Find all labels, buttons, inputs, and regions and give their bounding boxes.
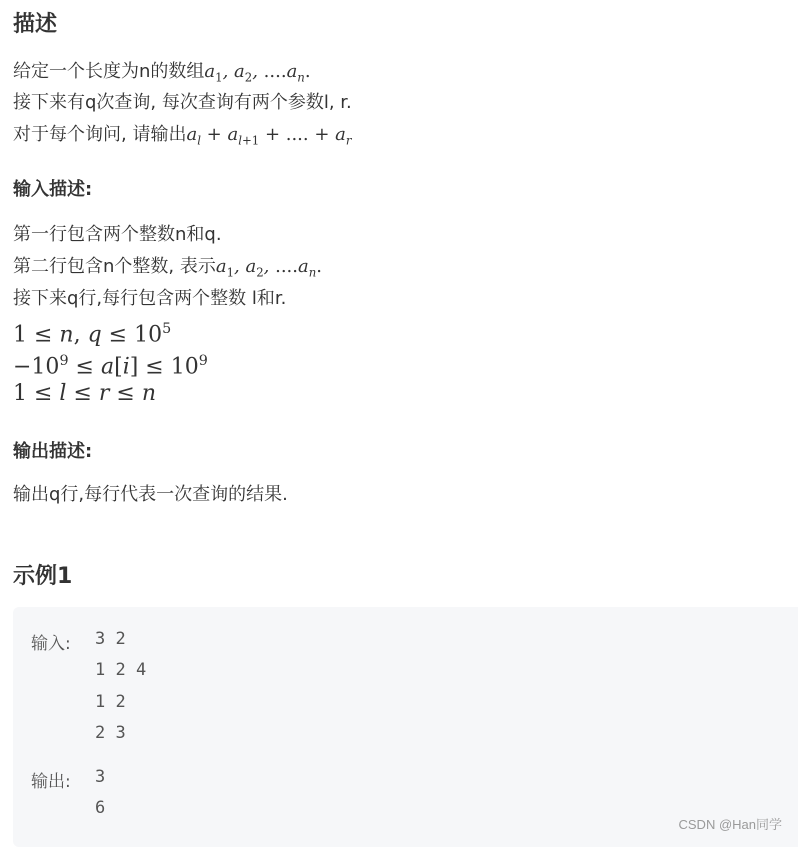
constraint-l-r: 1 ≤ l ≤ r ≤ n [13,381,157,406]
input-desc-line-3: 接下来q行,每行包含两个整数 l和r. [13,288,287,309]
example-output-label: 输出: [31,772,71,792]
example-input-line: 2 3 [95,723,126,743]
input-desc-array-math: $a_1$, $a_2$, $....a_n$. [215,256,322,280]
description-heading: 描述 [13,12,58,37]
example-input-line: 1 2 [95,692,126,712]
description-line-1-text: 给定一个长度为n的数组 [13,61,205,82]
description-line-1 [13,58,311,92]
description-sum-math: $a_l + a_{l+1}$ + .... + $a_r$ [186,124,352,148]
example-output-line: 3 [95,767,106,787]
output-desc-line-1: 输出q行,每行代表一次查询的结果. [13,484,288,505]
input-desc-line-2-text: 第二行包含n个整数, 表示 [13,256,216,277]
example-output-line: 6 [95,798,106,818]
constraint-n-q: 1 ≤ n, $q \le 10^5$ [13,321,172,348]
example-box [13,607,798,847]
description-line-2: 接下来有q次查询, 每次查询有两个参数l, r. [13,92,352,113]
description-line-3-text: 对于每个询问, 请输出 [13,124,187,145]
output-desc-heading: 输出描述: [13,441,93,462]
description-array-math: $a_1$, $a_2$, $....a_n$. [204,61,311,85]
input-desc-line-2 [13,253,322,287]
example-input-line: 3 2 [95,629,126,649]
input-desc-heading: 输入描述: [13,179,93,200]
description-line-3 [13,121,351,155]
example-input-line: 1 2 4 [95,660,147,680]
input-desc-line-1: 第一行包含两个整数n和q. [13,224,222,245]
example-heading: 示例1 [13,564,73,589]
constraint-a-i: $-10^9 \le a[i] \le 10^9$ [13,353,208,380]
csdn-watermark: CSDN @Han同学 [678,817,782,832]
example-input-label: 输入: [31,634,71,654]
